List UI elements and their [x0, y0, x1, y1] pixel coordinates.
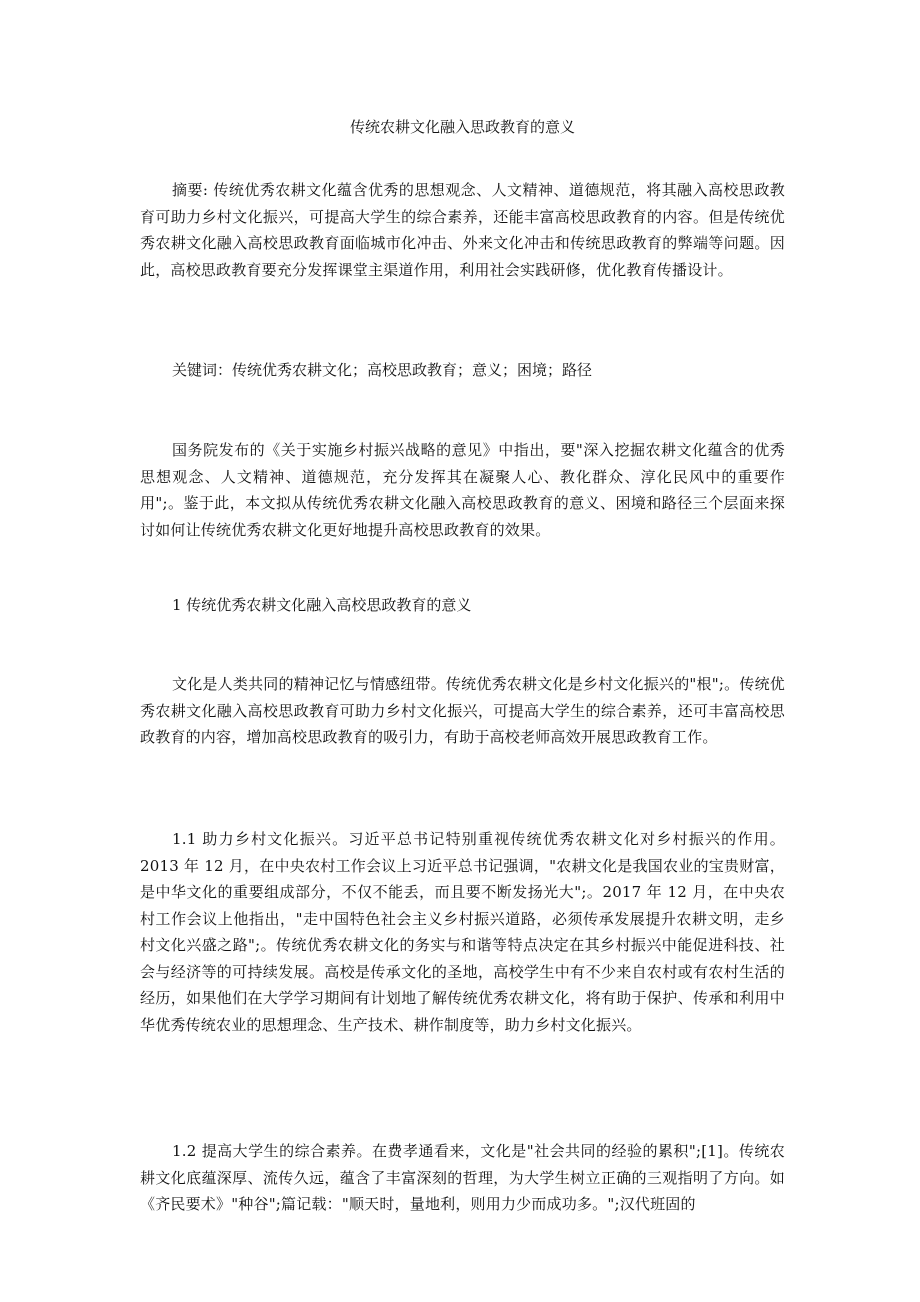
- section-1-1-paragraph: 1.1 助力乡村文化振兴。习近平总书记特别重视传统优秀农耕文化对乡村振兴的作用。2013 年 12 月，在中央农村工作会议上习近平总书记强调，"农耕文化是我国农业的宝贵财富，是中华文化的重要组成部分，不仅不能丢，而且要不断发扬光大";。2017 年 12 月，在中央农村工作会议上他指出，"走中国特色社会主义乡村振兴道路，必须传承发展提升农耕文明，走乡村文化兴盛之路";。传统优秀农耕文化的务实与和谐等特点决定在其乡村振兴中能促进科技、社会与经济等的可持续发展。高校是传承文化的圣地，高校学生中有不少来自农村或有农村生活的经历，如果他们在大学学习期间有计划地了解传统优秀农耕文化，将有助于保护、传承和利用中华优秀传统农业的思想理念、生产技术、耕作制度等，助力乡村文化振兴。: [140, 830, 785, 1034]
- section-1-heading: 1 传统优秀农耕文化融入高校思政教育的意义: [172, 596, 472, 614]
- section-1-2-paragraph: 1.2 提高大学生的综合素养。在费孝通看来，文化是"社会共同的经验的累积";[1]。传统农耕文化底蕴深厚、流传久远，蕴含了丰富深刻的哲理，为大学生树立正确的三观指明了方向。如《齐民要术》"种谷";篇记载："顺天时，量地利，则用力少而成功多。";汉代班固的: [140, 1142, 785, 1213]
- section-1-paragraph: 文化是人类共同的精神记忆与情感纽带。传统优秀农耕文化是乡村文化振兴的"根";。传统优秀农耕文化融入高校思政教育可助力乡村文化振兴，可提高大学生的综合素养，还可丰富高校思政教育的内容，增加高校思政教育的吸引力，有助于高校老师高效开展思政教育工作。: [140, 675, 785, 746]
- abstract-paragraph: 摘要: 传统优秀农耕文化蕴含优秀的思想观念、人文精神、道德规范，将其融入高校思政教育可助力乡村文化振兴，可提高大学生的综合素养，还能丰富高校思政教育的内容。但是传统优秀农耕文化融入高校思政教育面临城市化冲击、外来文化冲击和传统思政教育的弊端等问题。因此，高校思政教育要充分发挥课堂主渠道作用，利用社会实践研修，优化教育传播设计。: [140, 181, 785, 279]
- keywords-line: 关键词：传统优秀农耕文化；高校思政教育；意义；困境；路径: [172, 361, 593, 379]
- document-title: 传统农耕文化融入思政教育的意义: [349, 118, 575, 136]
- intro-paragraph: 国务院发布的《关于实施乡村振兴战略的意见》中指出，要"深入挖掘农耕文化蕴含的优秀思想观念、人文精神、道德规范，充分发挥其在凝聚人心、教化群众、淳化民风中的重要作用";。鉴于此，本文拟从传统优秀农耕文化融入高校思政教育的意义、困境和路径三个层面来探讨如何让传统优秀农耕文化更好地提升高校思政教育的效果。: [140, 441, 785, 539]
